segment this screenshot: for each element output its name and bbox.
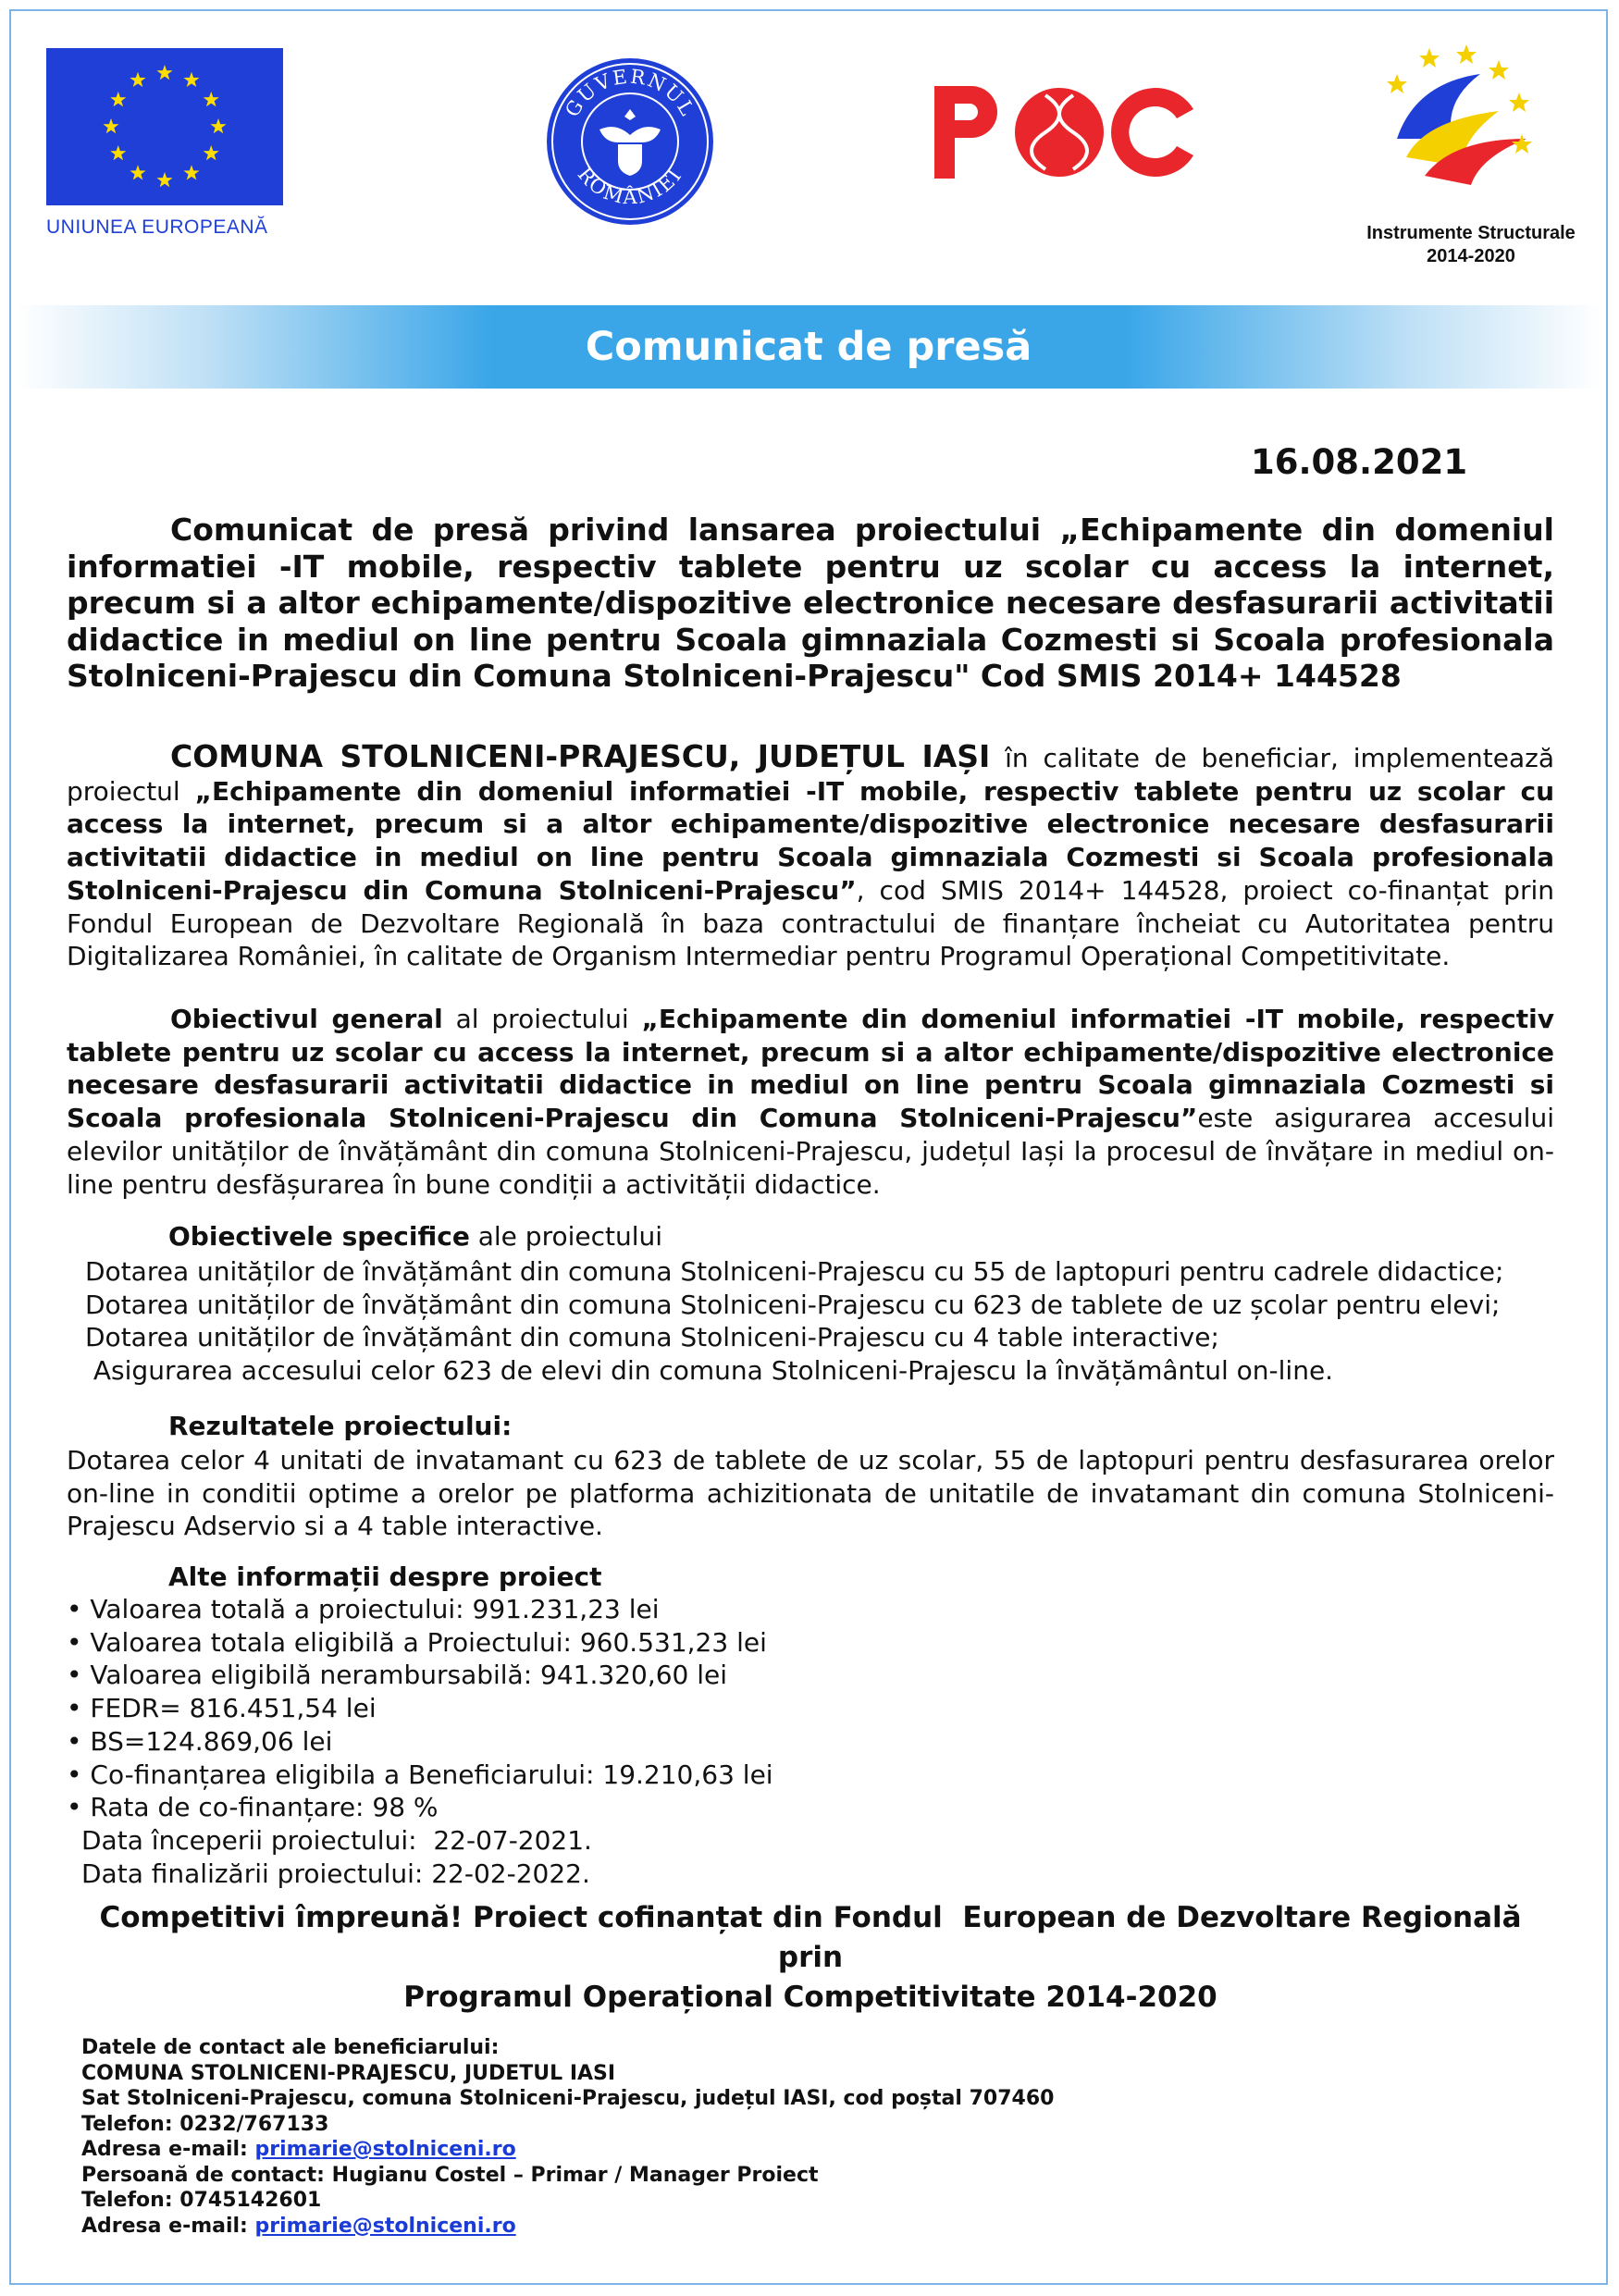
objective-text-1: al proiectului — [442, 1004, 642, 1034]
contact-email-link-2[interactable]: primarie@stolniceni.ro — [254, 2214, 516, 2238]
list-item: • Valoarea totală a proiectului: 991.231,23 lei — [67, 1594, 660, 1624]
objective-text-2: este asigurarea accesului elevilor unităților de învățământ din comuna Stolniceni-Prajescu, județul Iași la procesul de învățare in mediul on-line pentru desfășurarea în bune condiții a activității didactice. — [67, 1103, 1554, 1200]
funding-slogan — [67, 1898, 1554, 2018]
results-heading: Rezultatele proiectului: — [168, 1411, 513, 1441]
contact-person: Persoană de contact: Hugianu Costel – Primar / Manager Proiect — [81, 2163, 819, 2187]
slogan-line-1: Competitivi împreună! Proiect cofinanțat din Fondul European de Dezvoltare Regională — [99, 1901, 1522, 1934]
eu-label: UNIUNEA EUROPEANĂ — [46, 216, 268, 238]
eu-flag-logo — [46, 48, 283, 205]
specific-objectives-list — [85, 1255, 1565, 1388]
eu-star-icon — [204, 92, 219, 106]
contact-heading: Datele de contact ale beneficiarului: — [81, 2036, 500, 2059]
other-info-heading: Alte informații despre proiect — [168, 1562, 602, 1592]
beneficiary-name: COMUNA STOLNICENI-PRAJESCU, JUDEȚUL IAȘI — [170, 738, 991, 774]
project-end-date: Data finalizării proiectului: 22-02-2022. — [81, 1858, 590, 1889]
slogan-line-3: Programul Operațional Competitivitate 2014-2020 — [403, 1981, 1217, 2014]
list-item: Asigurarea accesului celor 623 de elevi din comuna Stolniceni-Prajescu la învățământul on-line. — [85, 1355, 1334, 1387]
gov-seal-top-text: GUVERNUL — [561, 65, 699, 121]
intro-paragraph — [67, 740, 1554, 973]
specific-objectives-label-suffix: ale proiectului — [469, 1221, 663, 1252]
list-item: • Co-finanțarea eligibila a Beneficiarului: 19.210,63 lei — [67, 1759, 773, 1790]
list-item: Dotarea unităților de învățământ din comuna Stolniceni-Prajescu cu 4 table interactive; — [85, 1322, 1219, 1353]
eu-star-icon — [110, 145, 126, 160]
list-item: • Valoarea totala eligibilă a Proiectului: 960.531,23 lei — [67, 1626, 767, 1658]
objective-label: Obiectivul general — [170, 1004, 443, 1034]
intro-text-1: în calitate de beneficiar, implementează proiectul — [67, 743, 1554, 807]
press-release-banner — [17, 305, 1600, 389]
intro-project-name: „Echipamente din domeniul informatiei -IT mobile, respectiv tablete pentru uz scolar cu access la internet, precum si a altor echipamente/dispozitive electronice necesare desfasurarii activitatii didactice in mediul on line pentru Scoala gimnaziala Cozmesti si Scoala profesionala Stolniceni-Prajescu din Comuna Stolniceni-Prajescu” — [67, 775, 1555, 906]
list-item: • BS=124.869,06 lei — [67, 1725, 333, 1757]
eu-star-icon — [130, 165, 145, 179]
eu-star-icon — [110, 92, 126, 106]
list-item: Dotarea unităților de învățământ din comuna Stolniceni-Prajescu cu 623 de tablete de uz școlar pentru elevi; — [85, 1289, 1501, 1320]
list-item: • Rata de co-finanțare: 98 % — [67, 1792, 439, 1823]
specific-objectives-heading — [168, 1221, 662, 1252]
objective-project-name: „Echipamente din domeniul informatiei -IT mobile, respectiv tablete pentru uz scolar cu access la internet, precum si a altor echipamente/dispozitive electronice necesare desfasurarii activitatii didactice in mediul on line pentru Scoala gimnaziala Cozmesti si Scoala profesionala Stolniceni-Prajescu din Comuna Stolniceni-Prajescu” — [67, 1004, 1554, 1134]
structural-instruments-label-line1: Instrumente Structurale — [1366, 223, 1576, 243]
contact-address: Sat Stolniceni-Prajescu, comuna Stolniceni-Prajescu, județul IASI, cod poștal 707460 — [81, 2087, 1055, 2110]
press-release-title: Comunicat de presă privind lansarea proiectului „Echipamente din domeniul informatiei -IT mobile, respectiv tablete pentru uz scolar cu access la internet, precum si a altor echipamente/dispozitive electronice necesare desfasurarii activitatii didactice in mediul on line pentru Scoala gimnaziala Cozmesti si Scoala profesionala Stolniceni-Prajescu din Comuna Stolniceni-Prajescu" Cod SMIS 2014+ 144528 — [67, 512, 1554, 694]
eu-star-icon — [156, 65, 172, 80]
eu-star-icon — [130, 72, 145, 87]
poc-logo-text: POC — [930, 81, 933, 82]
contact-email-label-2: Adresa e-mail: — [81, 2214, 255, 2238]
instrumente-structurale-logo — [1378, 37, 1536, 204]
contact-email-label: Adresa e-mail: — [81, 2138, 255, 2161]
contact-phone-2: Telefon: 0745142601 — [81, 2189, 322, 2212]
gov-seal-bottom-text: ROMÂNIEI — [573, 163, 687, 209]
objective-paragraph — [67, 1003, 1554, 1201]
eu-star-icon — [156, 172, 172, 187]
contact-email-row — [81, 2137, 1054, 2163]
slogan-line-2: prin — [777, 1941, 844, 1974]
poc-logo — [930, 81, 1198, 183]
eu-star-icon — [103, 118, 118, 133]
list-item: • FEDR= 816.451,54 lei — [67, 1693, 377, 1724]
eu-star-icon — [183, 72, 199, 87]
structural-instruments-label-line2: 2014-2020 — [1427, 246, 1515, 266]
eu-stars-icon — [46, 48, 283, 205]
government-seal-logo — [544, 56, 716, 228]
structural-instruments-label — [1332, 222, 1610, 268]
list-item: • Valoarea eligibilă nerambursabilă: 941.320,60 lei — [67, 1660, 728, 1691]
contact-name: COMUNA STOLNICENI-PRAJESCU, JUDETUL IASI — [81, 2061, 616, 2085]
banner-title: Comunicat de presă — [585, 324, 1032, 370]
contact-email-row-2 — [81, 2214, 1054, 2240]
eu-star-icon — [183, 165, 199, 179]
other-info-list — [67, 1593, 773, 1890]
project-start-date: Data începerii proiectului: 22-07-2021. — [81, 1824, 592, 1856]
intro-text-2: , cod SMIS 2014+ 144528, proiect co-finanțat prin Fondul European de Dezvoltare Regională în baza contractului de finanțare încheiat cu Autoritatea pentru Digitalizarea României, în calitate de Organism Intermediar pentru Programul Operațional Competitivitate. — [67, 874, 1554, 972]
eu-star-icon — [210, 118, 226, 133]
contact-phone: Telefon: 0232/767133 — [81, 2112, 329, 2136]
list-item: Dotarea unităților de învățământ din comuna Stolniceni-Prajescu cu 55 de laptopuri pentru cadrele didactice; — [85, 1256, 1504, 1287]
press-release-date: 16.08.2021 — [1251, 442, 1468, 482]
contact-details — [81, 2035, 1054, 2239]
contact-email-link[interactable]: primarie@stolniceni.ro — [254, 2138, 516, 2161]
results-text: Dotarea celor 4 unitati de invatamant cu 623 de tablete de uz scolar, 55 de laptopuri pentru desfasurarea orelor on-line in conditii optime a orelor pe platforma achizitionata de unitatile de invatamant din comuna Stolniceni-Prajescu Adservio si a 4 table interactive. — [67, 1445, 1554, 1542]
eu-star-icon — [204, 145, 219, 160]
specific-objectives-label: Obiectivele specifice — [168, 1221, 470, 1252]
